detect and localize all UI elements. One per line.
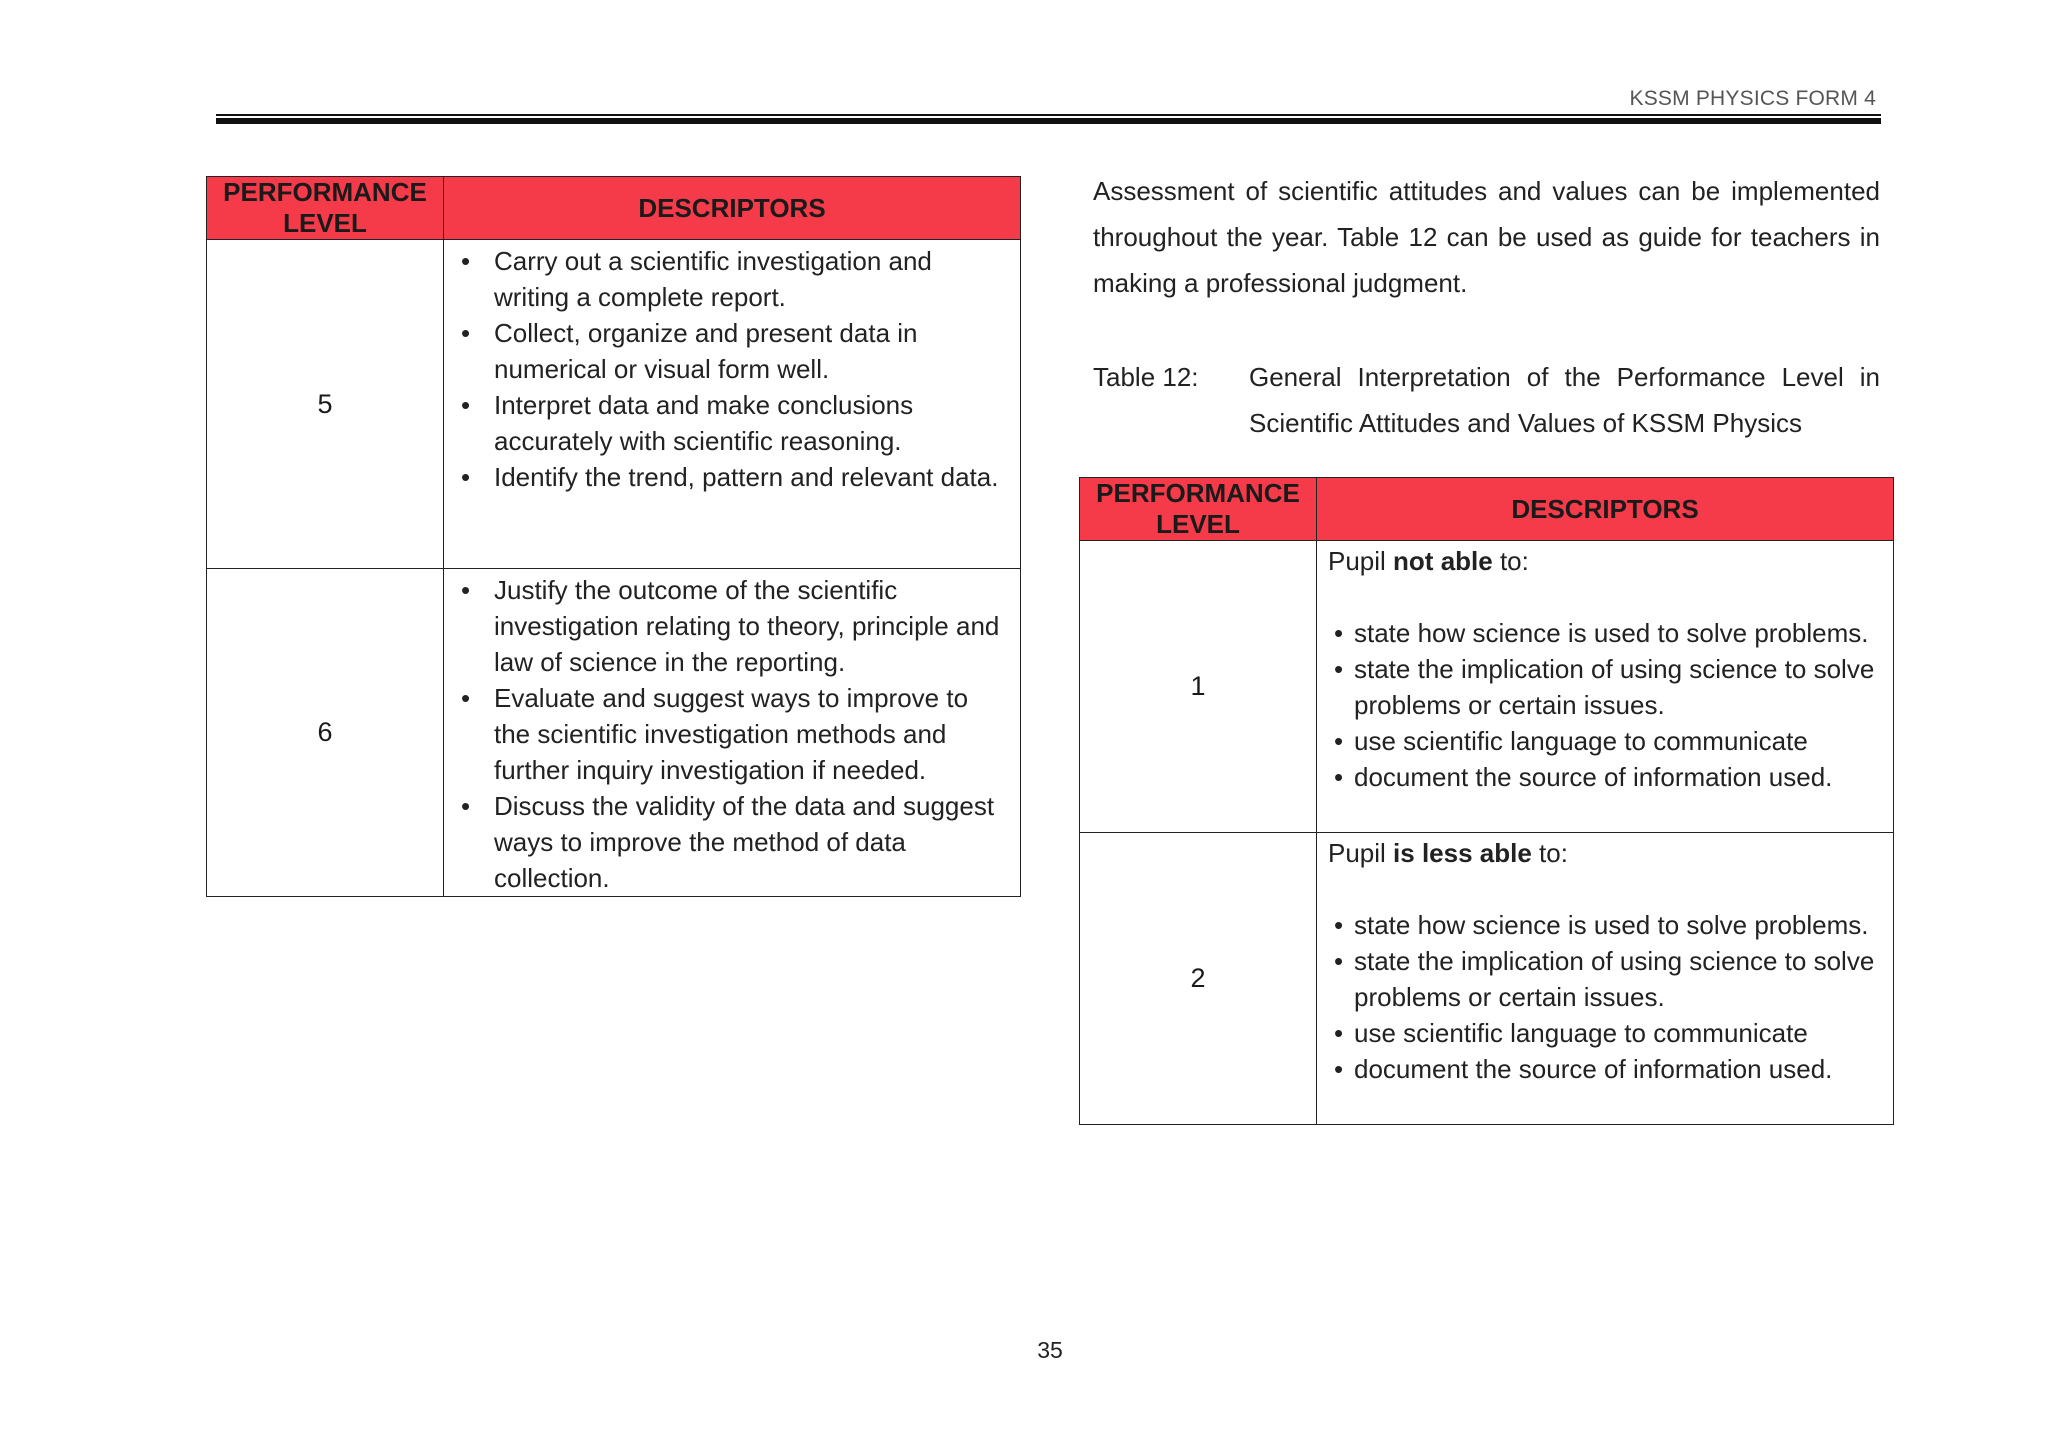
- column-header-level: PERFORMANCE LEVEL: [1080, 478, 1317, 541]
- table-row: [207, 569, 1021, 897]
- performance-level-5: 5: [207, 240, 444, 569]
- emphasis: not able: [1393, 546, 1493, 576]
- descriptor-item: • Discuss the validity of the data and suggest ways to improve the method of data collection.: [494, 788, 1000, 896]
- descriptor-list: [444, 569, 1020, 896]
- header-rule: [216, 114, 1881, 116]
- running-header: KSSM PHYSICS FORM 4: [1629, 87, 1876, 110]
- descriptor-item: • Interpret data and make conclusions accurately with scientific reasoning.: [494, 387, 1000, 459]
- descriptor-item: • use scientific language to communicate: [1354, 1015, 1879, 1051]
- descriptor-item: • Collect, organize and present data in numerical or visual form well.: [494, 315, 1000, 387]
- column-header-level: PERFORMANCE LEVEL: [207, 177, 444, 240]
- descriptor-item: • state how science is used to solve problems.: [1354, 907, 1879, 943]
- table-caption-text: General Interpretation of the Performance Level in Scientific Attitudes and Values of KSSM Physics: [1249, 362, 1880, 438]
- descriptor-list: [444, 240, 1020, 495]
- page-number: 35: [1037, 1337, 1063, 1363]
- column-header-descriptors: DESCRIPTORS: [444, 177, 1021, 240]
- descriptor-cell: [444, 240, 1021, 569]
- descriptor-item: • state the implication of using science to solve problems or certain issues.: [1354, 943, 1879, 1015]
- table-caption-label: Table 12:: [1093, 362, 1199, 392]
- descriptor-item: • document the source of information used.: [1354, 759, 1879, 795]
- table-row: [207, 240, 1021, 569]
- table-row: [1080, 833, 1894, 1125]
- header-rule-thick: [216, 118, 1881, 124]
- descriptor-item: • use scientific language to communicate: [1354, 723, 1879, 759]
- performance-level-6: 6: [207, 569, 444, 897]
- descriptor-lead: Pupil is less able to:: [1328, 838, 1568, 868]
- table-row: [1080, 541, 1894, 833]
- performance-table-left: [206, 176, 1021, 897]
- descriptor-lead: Pupil not able to:: [1328, 546, 1529, 576]
- descriptor-cell: [1317, 541, 1894, 833]
- emphasis: is less able: [1393, 838, 1532, 868]
- intro-paragraph: Assessment of scientific attitudes and values can be implemented throughout the year. Table 12 can be used as guide for teachers in making a professional judgment.: [1093, 176, 1880, 298]
- descriptor-item: • state how science is used to solve problems.: [1354, 615, 1879, 651]
- descriptor-list: [1317, 871, 1893, 1087]
- descriptor-item: • Carry out a scientific investigation and writing a complete report.: [494, 243, 1000, 315]
- descriptor-cell: [444, 569, 1021, 897]
- column-header-descriptors: DESCRIPTORS: [1317, 478, 1894, 541]
- performance-level-2: 2: [1080, 833, 1317, 1125]
- descriptor-list: [1317, 579, 1893, 795]
- descriptor-cell: [1317, 833, 1894, 1125]
- performance-table-right: [1079, 477, 1894, 1125]
- descriptor-item: • Identify the trend, pattern and relevant data.: [494, 459, 1000, 495]
- performance-level-1: 1: [1080, 541, 1317, 833]
- descriptor-item: • document the source of information used.: [1354, 1051, 1879, 1087]
- descriptor-item: • state the implication of using science to solve problems or certain issues.: [1354, 651, 1879, 723]
- descriptor-item: • Evaluate and suggest ways to improve to the scientific investigation methods and further inquiry investigation if needed.: [494, 680, 1000, 788]
- descriptor-item: • Justify the outcome of the scientific investigation relating to theory, principle and law of science in the reporting.: [494, 572, 1000, 680]
